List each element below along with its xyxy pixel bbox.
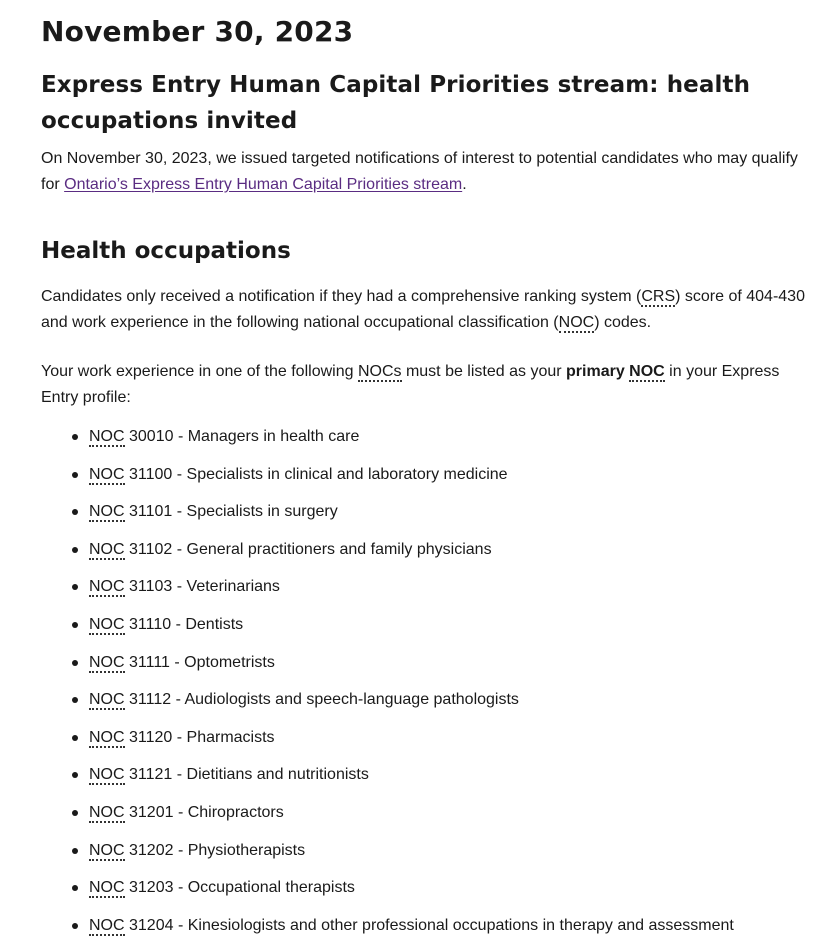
list-item [41, 913, 811, 950]
noc-abbr[interactable]: NOC [89, 766, 125, 784]
noc-code: 31121 [124, 766, 173, 784]
list-item [41, 650, 811, 688]
criteria-text-1: Candidates only received a notification if they had a comprehensive ranking system ( [41, 288, 642, 305]
noc-title: - Specialists in surgery [172, 503, 338, 521]
bullet-icon [72, 772, 78, 778]
noc-abbr[interactable]: NOC [89, 653, 125, 671]
intro-paragraph [41, 146, 811, 198]
noc-abbr[interactable]: NOC [89, 428, 125, 445]
noc-list [41, 424, 811, 950]
noc-code: 31111 [124, 653, 170, 671]
date-heading: November 30, 2023 [41, 15, 354, 48]
noc-code: 31201 [124, 803, 174, 821]
noc-title: - Dentists [171, 615, 244, 633]
primary-bold-text: primary [566, 363, 630, 380]
bullet-icon [72, 885, 78, 891]
list-item [41, 725, 811, 763]
intro-end: . [462, 176, 467, 193]
noc-title: - Managers in health care [173, 428, 360, 445]
noc-title: - Occupational therapists [173, 879, 355, 897]
noc-title: - General practitioners and family physicians [172, 540, 492, 558]
bullet-icon [72, 660, 78, 666]
nocs-abbr[interactable]: NOCs [357, 363, 402, 380]
noc-abbr[interactable]: NOC [89, 615, 125, 633]
noc-title: - Veterinarians [172, 578, 280, 596]
list-item [41, 499, 811, 537]
primary-noc-abbr[interactable]: NOC [629, 363, 665, 380]
bullet-icon [72, 697, 78, 703]
noc-title: - Physiotherapists [173, 841, 306, 859]
noc-abbr[interactable]: NOC [89, 540, 125, 558]
list-item [41, 800, 811, 838]
primary-noc-paragraph [41, 359, 811, 411]
noc-abbr[interactable]: NOC [558, 314, 595, 331]
bullet-icon [72, 547, 78, 553]
noc-abbr[interactable]: NOC [89, 916, 125, 934]
noc-abbr[interactable]: NOC [89, 879, 125, 897]
bullet-icon [72, 509, 78, 515]
noc-title: - Kinesiologists and other professional occupations in therapy and assessment [173, 916, 734, 934]
noc-title: - Specialists in clinical and laboratory medicine [172, 465, 508, 483]
bullet-icon [72, 810, 78, 816]
noc-code: 30010 [124, 428, 174, 445]
stream-link[interactable]: Ontario’s Express Entry Human Capital Priorities stream [64, 176, 463, 193]
noc-code: 31103 [124, 578, 173, 596]
bullet-icon [72, 923, 78, 929]
page-content [41, 14, 811, 950]
noc-code: 31202 [124, 841, 174, 859]
bullet-icon [72, 848, 78, 854]
section-heading: Health occupations [41, 238, 291, 264]
noc-abbr[interactable]: NOC [89, 803, 125, 821]
bullet-icon [72, 735, 78, 741]
list-item [41, 838, 811, 876]
criteria-paragraph [41, 284, 811, 336]
bullet-icon [72, 622, 78, 628]
list-item [41, 537, 811, 575]
noc-abbr[interactable]: NOC [89, 578, 125, 596]
noc-code: 31100 [124, 465, 173, 483]
bullet-icon [72, 434, 78, 440]
primary-noc-bold [566, 363, 665, 382]
noc-code: 31203 [124, 879, 174, 897]
noc-abbr[interactable]: NOC [89, 465, 125, 483]
bullet-icon [72, 472, 78, 478]
noc-title: - Pharmacists [172, 728, 275, 746]
noc-code: 31112 [124, 691, 172, 709]
list-item [41, 574, 811, 612]
list-item [41, 612, 811, 650]
crs-abbr[interactable]: CRS [641, 288, 676, 305]
noc-code: 31110 [124, 615, 172, 633]
noc-title: - Audiologists and speech-language pathologists [171, 691, 519, 709]
list-item [41, 462, 811, 500]
noc-abbr[interactable]: NOC [89, 728, 125, 746]
primary-text-3: in your Express Entry profile: [41, 363, 780, 406]
primary-text-2: must be listed as your [401, 363, 567, 380]
noc-code: 31120 [124, 728, 173, 746]
list-item [41, 424, 811, 462]
list-item [41, 875, 811, 913]
primary-text-1: Your work experience in one of the following [41, 363, 358, 380]
list-item [41, 762, 811, 800]
criteria-text-3: ) codes. [594, 314, 652, 331]
noc-code: 31101 [124, 503, 173, 521]
noc-title: - Optometrists [169, 653, 275, 671]
noc-title: - Dietitians and nutritionists [172, 766, 369, 784]
noc-abbr[interactable]: NOC [89, 691, 125, 709]
noc-abbr[interactable]: NOC [89, 503, 125, 521]
list-item [41, 687, 811, 725]
noc-title: - Chiropractors [173, 803, 284, 821]
noc-code: 31102 [124, 540, 173, 558]
bullet-icon [72, 584, 78, 590]
criteria-text-2: ) score of 404-430 and work experience in the following national occupational classification ( [41, 288, 805, 331]
intro-text: On November 30, 2023, we issued targeted notifications of interest to potential candidates who may qualify for [41, 150, 798, 193]
noc-abbr[interactable]: NOC [89, 841, 125, 859]
page-title: Express Entry Human Capital Priorities stream: health occupations invited [41, 72, 751, 134]
noc-code: 31204 [124, 916, 174, 934]
